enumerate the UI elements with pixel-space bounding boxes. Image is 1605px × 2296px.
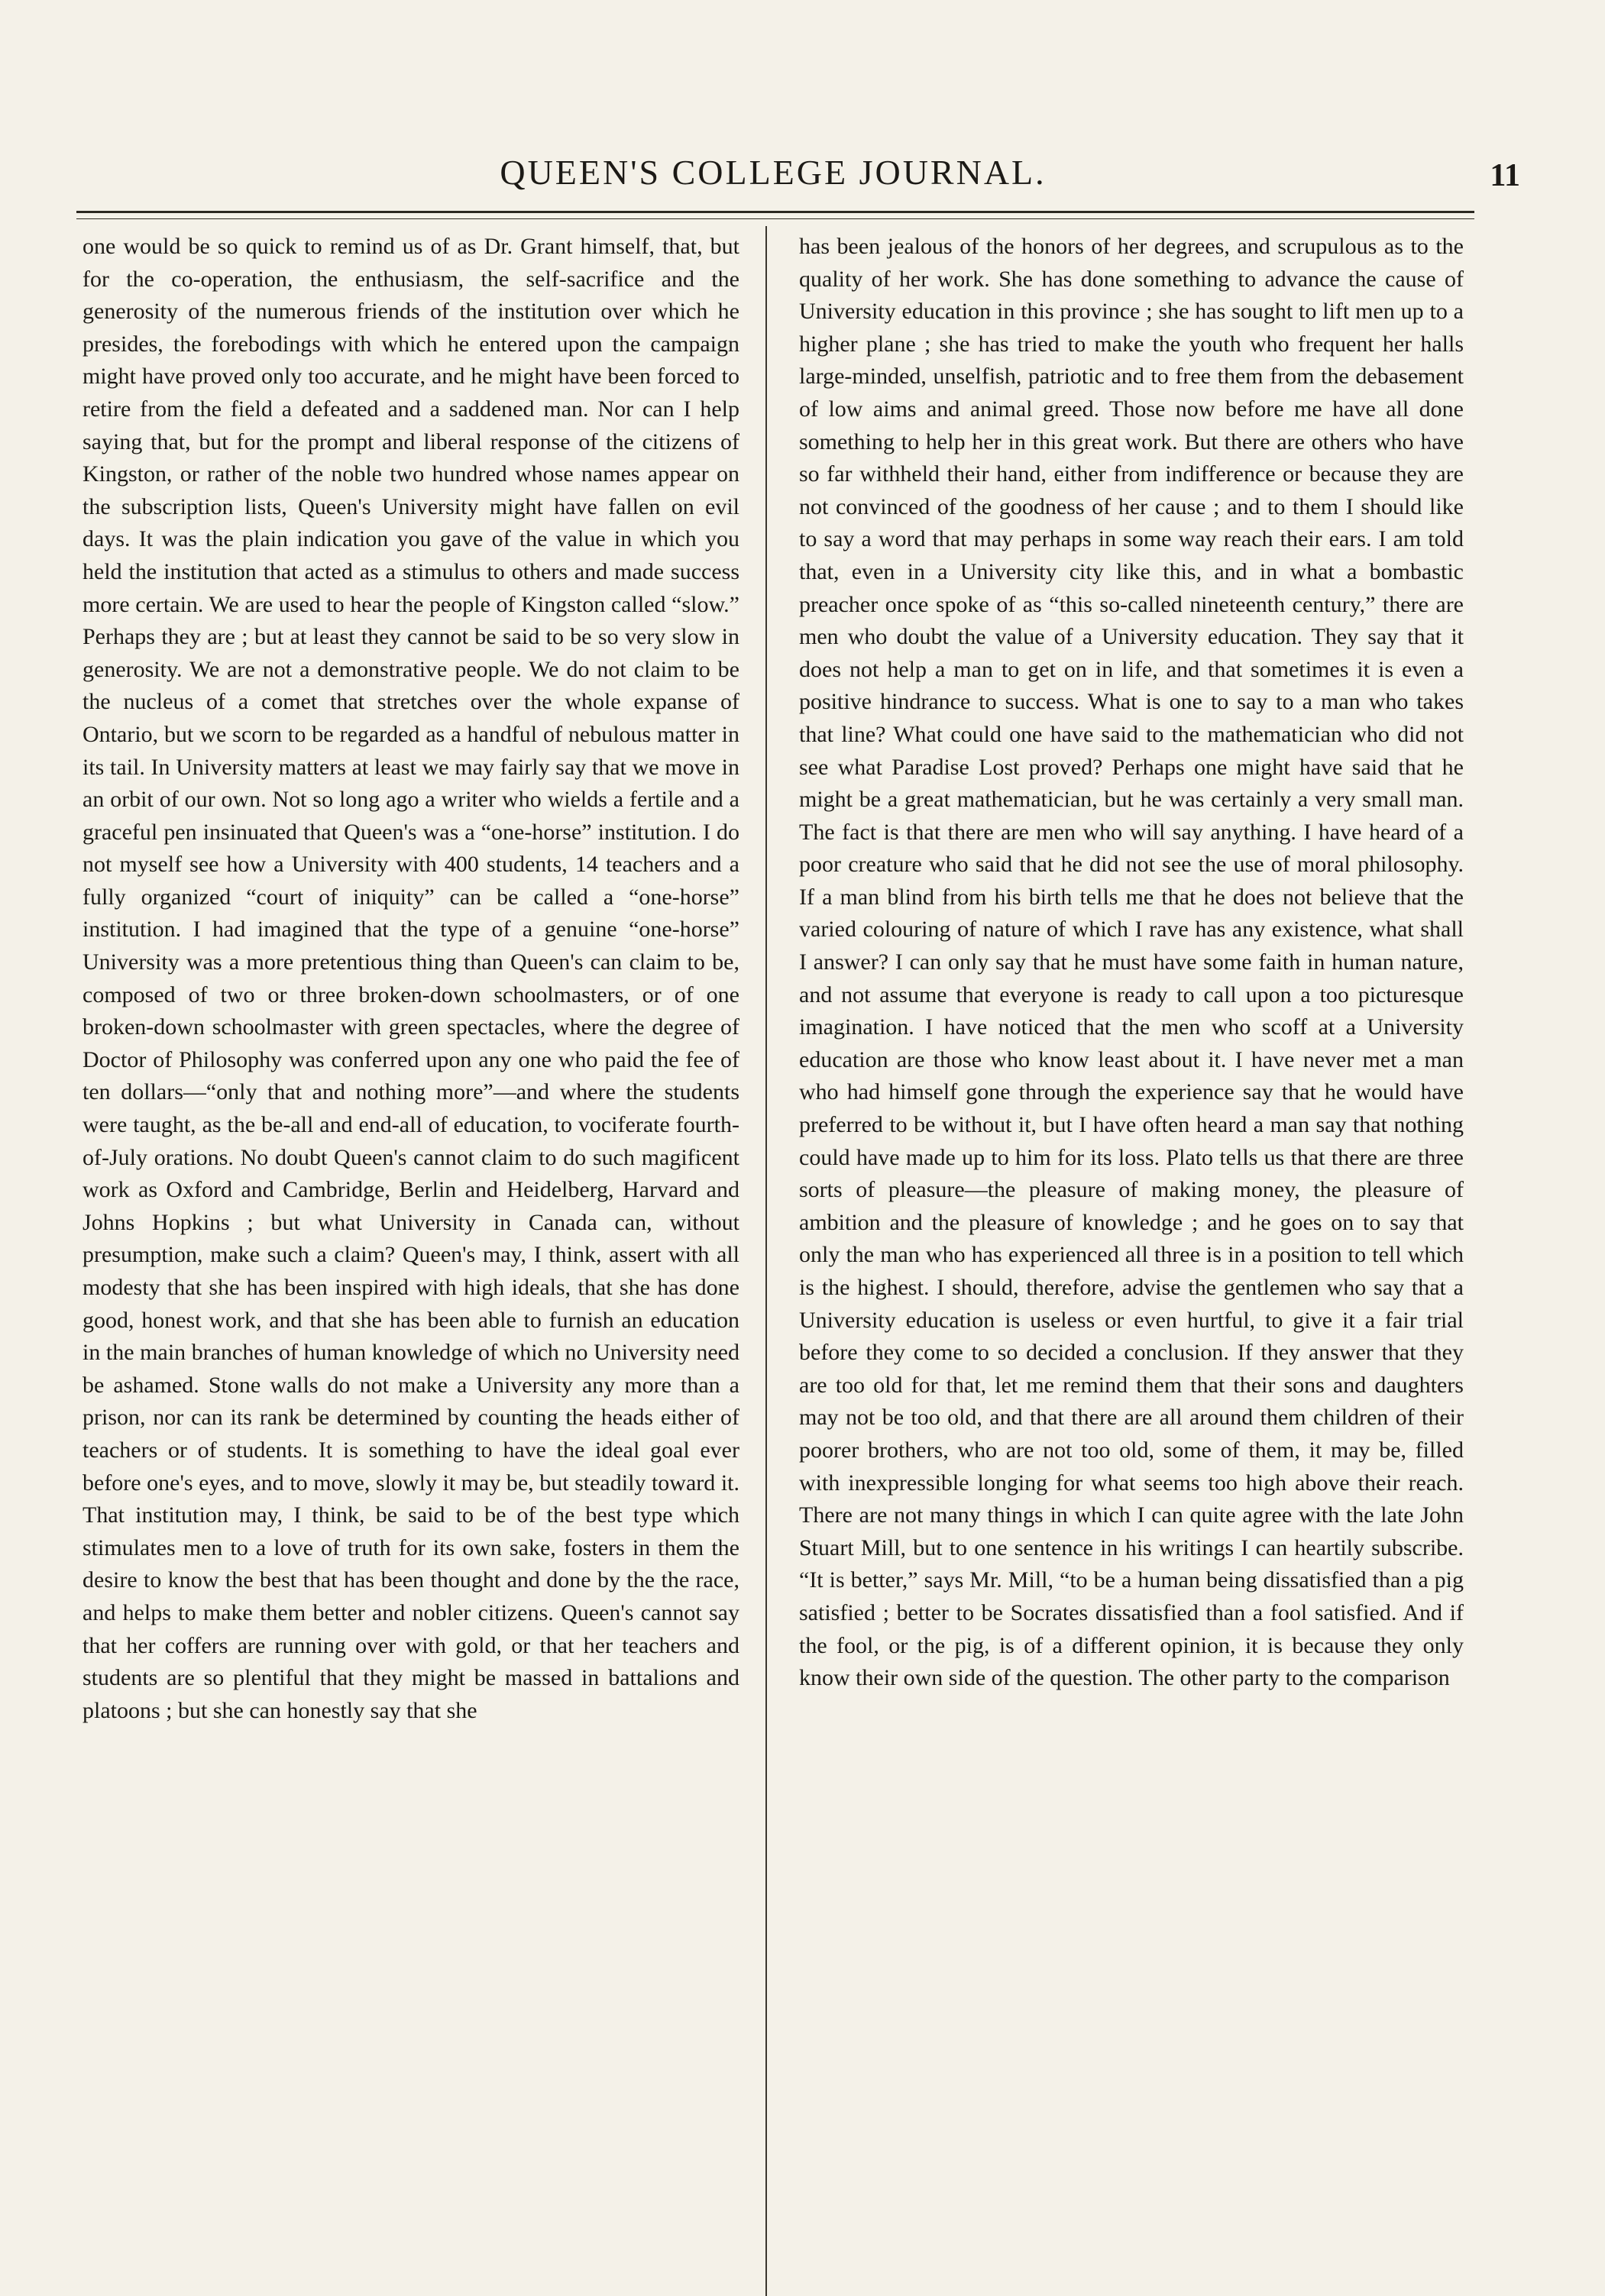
left-column-text: one would be so quick to remind us of as Dr. Grant himself, that, but for the co-operation, the enthusiasm, the self-sacrifice and the generosity of the numerous friends of the institution over which he presides, the forebodings with which he entered upon the campaign might have proved only too accurate, and he might have been forced to retire from the field a defeated and a saddened man. Nor can I help saying that, but for the prompt and liberal response of the citizens of Kingston, or rather of the noble two hundred whose names appear on the subscription lists, Queen's University might have fallen on evil days. It was the plain indication you gave of the value in which you held the institution that acted as a stimulus to others and made success more certain. We are used to hear the people of Kingston called “slow.” Perhaps they are ; but at least they cannot be said to be so very slow in generosity. We are not a demonstrative people. We do not claim to be the nucleus of a comet that stretches over the whole expanse of Ontario, but we scorn to be regarded as a handful of nebulous matter in its tail. In University matters at least we may fairly say that we move in an orbit of our own. Not so long ago a writer who wields a fertile and a graceful pen insinuated that Queen's was a “one-horse” institution. I do not myself see how a University with 400 students, 14 teachers and a fully organized “court of iniquity” can be called a “one-horse” institution. I had imagined that the type of a genuine “one-horse” University was a more pretentious thing than Queen's can claim to be, composed of two or three broken-down schoolmasters, or of one broken-down schoolmaster with green spectacles, where the degree of Doctor of Philosophy was conferred upon any one who paid the fee of ten dollars—“only that and nothing more”—and where the students were taught, as the be-all and end-all of education, to vociferate fourth-of-July orations. No doubt Queen's cannot claim to do such magificent work as Oxford and Cambridge, Berlin and Heidelberg, Harvard and Johns Hopkins ; but what University in Canada can, without presumption, make such a claim? Queen's may, I think, assert with all modesty that she has been inspired with high ideals, that she has done good, honest work, and that she has been able to furnish an education in the main branches of human knowledge of which no University need be ashamed. Stone walls do not make a University any more than a prison, nor can its rank be determined by counting the heads either of teachers or of students. It is something to have the ideal goal ever before one's eyes, and to move, slowly it may be, but steadily toward it. That institution may, I think, be said to be of the best type which stimulates men to a love of truth for its own sake, fosters in them the desire to know the best that has been thought and done by the the race, and helps to make them better and nobler citizens. Queen's cannot say that her coffers are running over with gold, or that her teachers and students are so plentiful that they might be massed in battalions and platoons ; but she can honestly say that she [83,234,739,1723]
left-column [83,231,739,1727]
running-title: QUEEN'S COLLEGE JOURNAL. [500,153,1047,192]
right-column [799,231,1464,1695]
page-header [78,150,1520,203]
page-number: 11 [1490,158,1520,193]
right-column-text: has been jealous of the honors of her degrees, and scrupulous as to the quality of her work. She has done something to advance the cause of University education in this province ; she has sought to lift men up to a higher plane ; she has tried to make the youth who frequent her halls large-minded, unselfish, patriotic and to free them from the debasement of low aims and animal greed. Those now before me have all done something to help her in this great work. But there are others who have so far withheld their hand, either from indifference or because they are not convinced of the goodness of her cause ; and to them I should like to say a word that may perhaps in some way reach their ears. I am told that, even in a University city like this, and in what a bombastic preacher once spoke of as “this so-called nineteenth century,” there are men who doubt the value of a University education. They say that it does not help a man to get on in life, and that sometimes it is even a positive hindrance to success. What is one to say to a man who takes that line? What could one have said to the mathematician who did not see what Paradise Lost proved? Perhaps one might have said that he might be a great mathematician, but he was certainly a very small man. The fact is that there are men who will say anything. I have heard of a poor creature who said that he did not see the use of moral philosophy. If a man blind from his birth tells me that he does not believe that the varied colouring of nature of which I rave has any existence, what shall I answer? I can only say that he must have some faith in human nature, and not assume that everyone is ready to call upon a too picturesque imagination. I have noticed that the men who scoff at a University education are those who know least about it. I have never met a man who had himself gone through the experience say that he would have preferred to be without it, but I have often heard a man say that nothing could have made up to him for its loss. Plato tells us that there are three sorts of pleasure—the pleasure of making money, the pleasure of ambition and the pleasure of knowledge ; and he goes on to say that only the man who has experienced all three is in a position to tell which is the highest. I should, therefore, advise the gentlemen who say that a University education is useless or even hurtful, to give it a fair trial before they come to so decided a conclusion. If they answer that they are too old for that, let me remind them that their sons and daughters may not be too old, and that there are all around them children of their poorer brothers, who are not too old, some of them, it may be, filled with inexpressible longing for what seems too high above their reach. There are not many things in which I can quite agree with the late John Stuart Mill, but to one sentence in his writings I can heartily subscribe. “It is better,” says Mr. Mill, “to be a human being dissatisfied than a pig satisfied ; better to be Socrates dissatisfied than a fool satisfied. And if the fool, or the pig, is of a different opinion, it is because they only know their own side of the question. The other party to the comparison [799,234,1464,1691]
header-rule-thick [76,211,1474,213]
header-rule-thin [76,218,1474,219]
column-divider [765,226,767,2296]
